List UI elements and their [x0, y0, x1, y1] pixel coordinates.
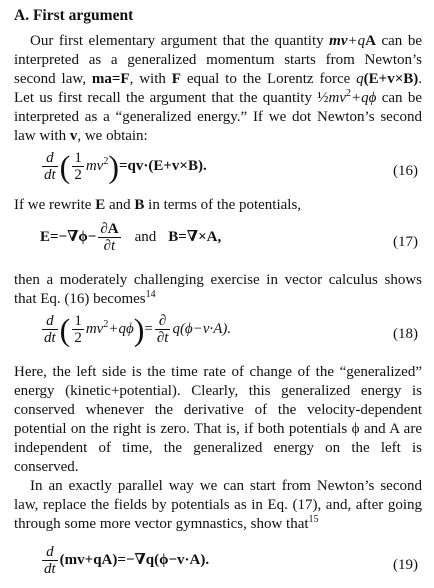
paragraph-1 — [14, 32, 422, 146]
equation-number: (19) — [393, 557, 418, 573]
partial-A-dt: $\frac{\partial A}{\partial t}$ — [100, 221, 119, 254]
text: can be interpreted as a “generalized energy.” If we dot Newton’s second law with — [14, 90, 422, 144]
equation-number: (18) — [393, 326, 418, 342]
math-qphi: +qϕ — [108, 321, 134, 337]
text: If we rewrite — [14, 197, 96, 213]
math-sq: 2 — [346, 88, 352, 99]
math-half: ½ — [317, 90, 329, 106]
math-mv: mv — [85, 321, 104, 337]
text: Our first elementary argument that the quantity — [30, 33, 330, 49]
equation-17-rhs: B=∇×A, — [168, 229, 222, 245]
text: . Let us first recall the argument that the quantity — [14, 71, 423, 106]
text: and — [105, 197, 135, 213]
paragraph-4: Here, the left side is the time rate of change of the “generalized” energy (kinetic+potential). Clearly, this generalized energy is conserved whenever the derivative of the velocity-dependent potential on the right is zero. That is, if both potentials ϕ and A are independent of time, the generalized energy on the left is conserved. — [14, 364, 422, 475]
math-qphi: +qϕ — [351, 90, 377, 106]
derivative-operator: $\frac{d}{dt}$ — [44, 150, 56, 183]
text: in terms of the potentials, — [144, 197, 302, 213]
math-newton: ma=F — [91, 71, 130, 87]
math-B: B — [134, 197, 145, 213]
paragraph-3 — [14, 271, 422, 309]
equation-18: $\frac{d}{dt}$ ( $\frac{1}{2}$ $mv^2+q\phi)=$ $\frac{\partial}{\partial t}$ q(ϕ−v·A). (18) — [44, 311, 418, 348]
equation-17-lhs: E=−∇ϕ− — [40, 229, 97, 245]
math-q: +q — [347, 33, 366, 49]
math-sq: 2 — [103, 318, 109, 330]
paper-page — [14, 6, 422, 588]
fraction-half: $\frac{1}{2}$ — [74, 313, 82, 346]
derivative-operator: $\frac{d}{dt}$ — [44, 544, 56, 577]
text: can be interpreted as a generalized momentum starts from Newton’s second law, — [14, 33, 422, 87]
section-heading: A. First argument — [14, 7, 134, 24]
math-F: F — [171, 71, 181, 87]
math-lorentz: (E+v×B) — [363, 71, 419, 87]
derivative-operator: $\frac{d}{dt}$ — [44, 313, 56, 346]
math-sq: 2 — [103, 155, 109, 167]
equation-19-rhs: (mv+qA)=−∇q(ϕ−v·A). — [59, 552, 210, 568]
paragraph-5 — [14, 477, 422, 534]
equation-17 — [14, 221, 422, 267]
text: , we obtain: — [77, 128, 148, 144]
equation-16: $\frac{d}{dt}$ ( $\frac{1}{2}$ $mv^2)=qv\cdot(E+v\times B)$. (16) — [44, 148, 418, 185]
equation-number: (17) — [393, 234, 418, 250]
partial-dt: $\frac{\partial}{\partial t}$ — [156, 313, 169, 346]
text: then a moderately challenging exercise in vector calculus shows that Eq. (16) becomes — [14, 272, 422, 307]
paragraph-2 — [14, 196, 422, 215]
math-mv: mv — [329, 33, 348, 49]
equation-18-rhs: q(ϕ−v·A). — [172, 321, 232, 337]
equation-number: (16) — [393, 163, 418, 179]
math-A: A — [365, 33, 376, 49]
math-equals: = — [144, 321, 153, 337]
text: and — [134, 229, 157, 245]
math-mv: mv — [85, 158, 104, 174]
equation-16-rhs: =qv·(E+v×B). — [118, 158, 207, 174]
math-q: q — [356, 71, 364, 87]
reference-15: 15 — [308, 514, 319, 525]
fraction-half: $\frac{1}{2}$ — [74, 150, 82, 183]
text: In an exactly parallel way we can start from Newton’s second law, replace the fields by potentials as in Eq. (17), and, after going through some more vector gymnastics, show that — [14, 478, 422, 532]
math-v: v — [69, 128, 78, 144]
text: equal to the Lorentz force — [180, 71, 357, 87]
math-mv: mv — [328, 90, 347, 106]
text: , with — [129, 71, 172, 87]
equation-19 — [14, 544, 422, 588]
math-E: E — [95, 197, 106, 213]
reference-14: 14 — [145, 289, 156, 300]
